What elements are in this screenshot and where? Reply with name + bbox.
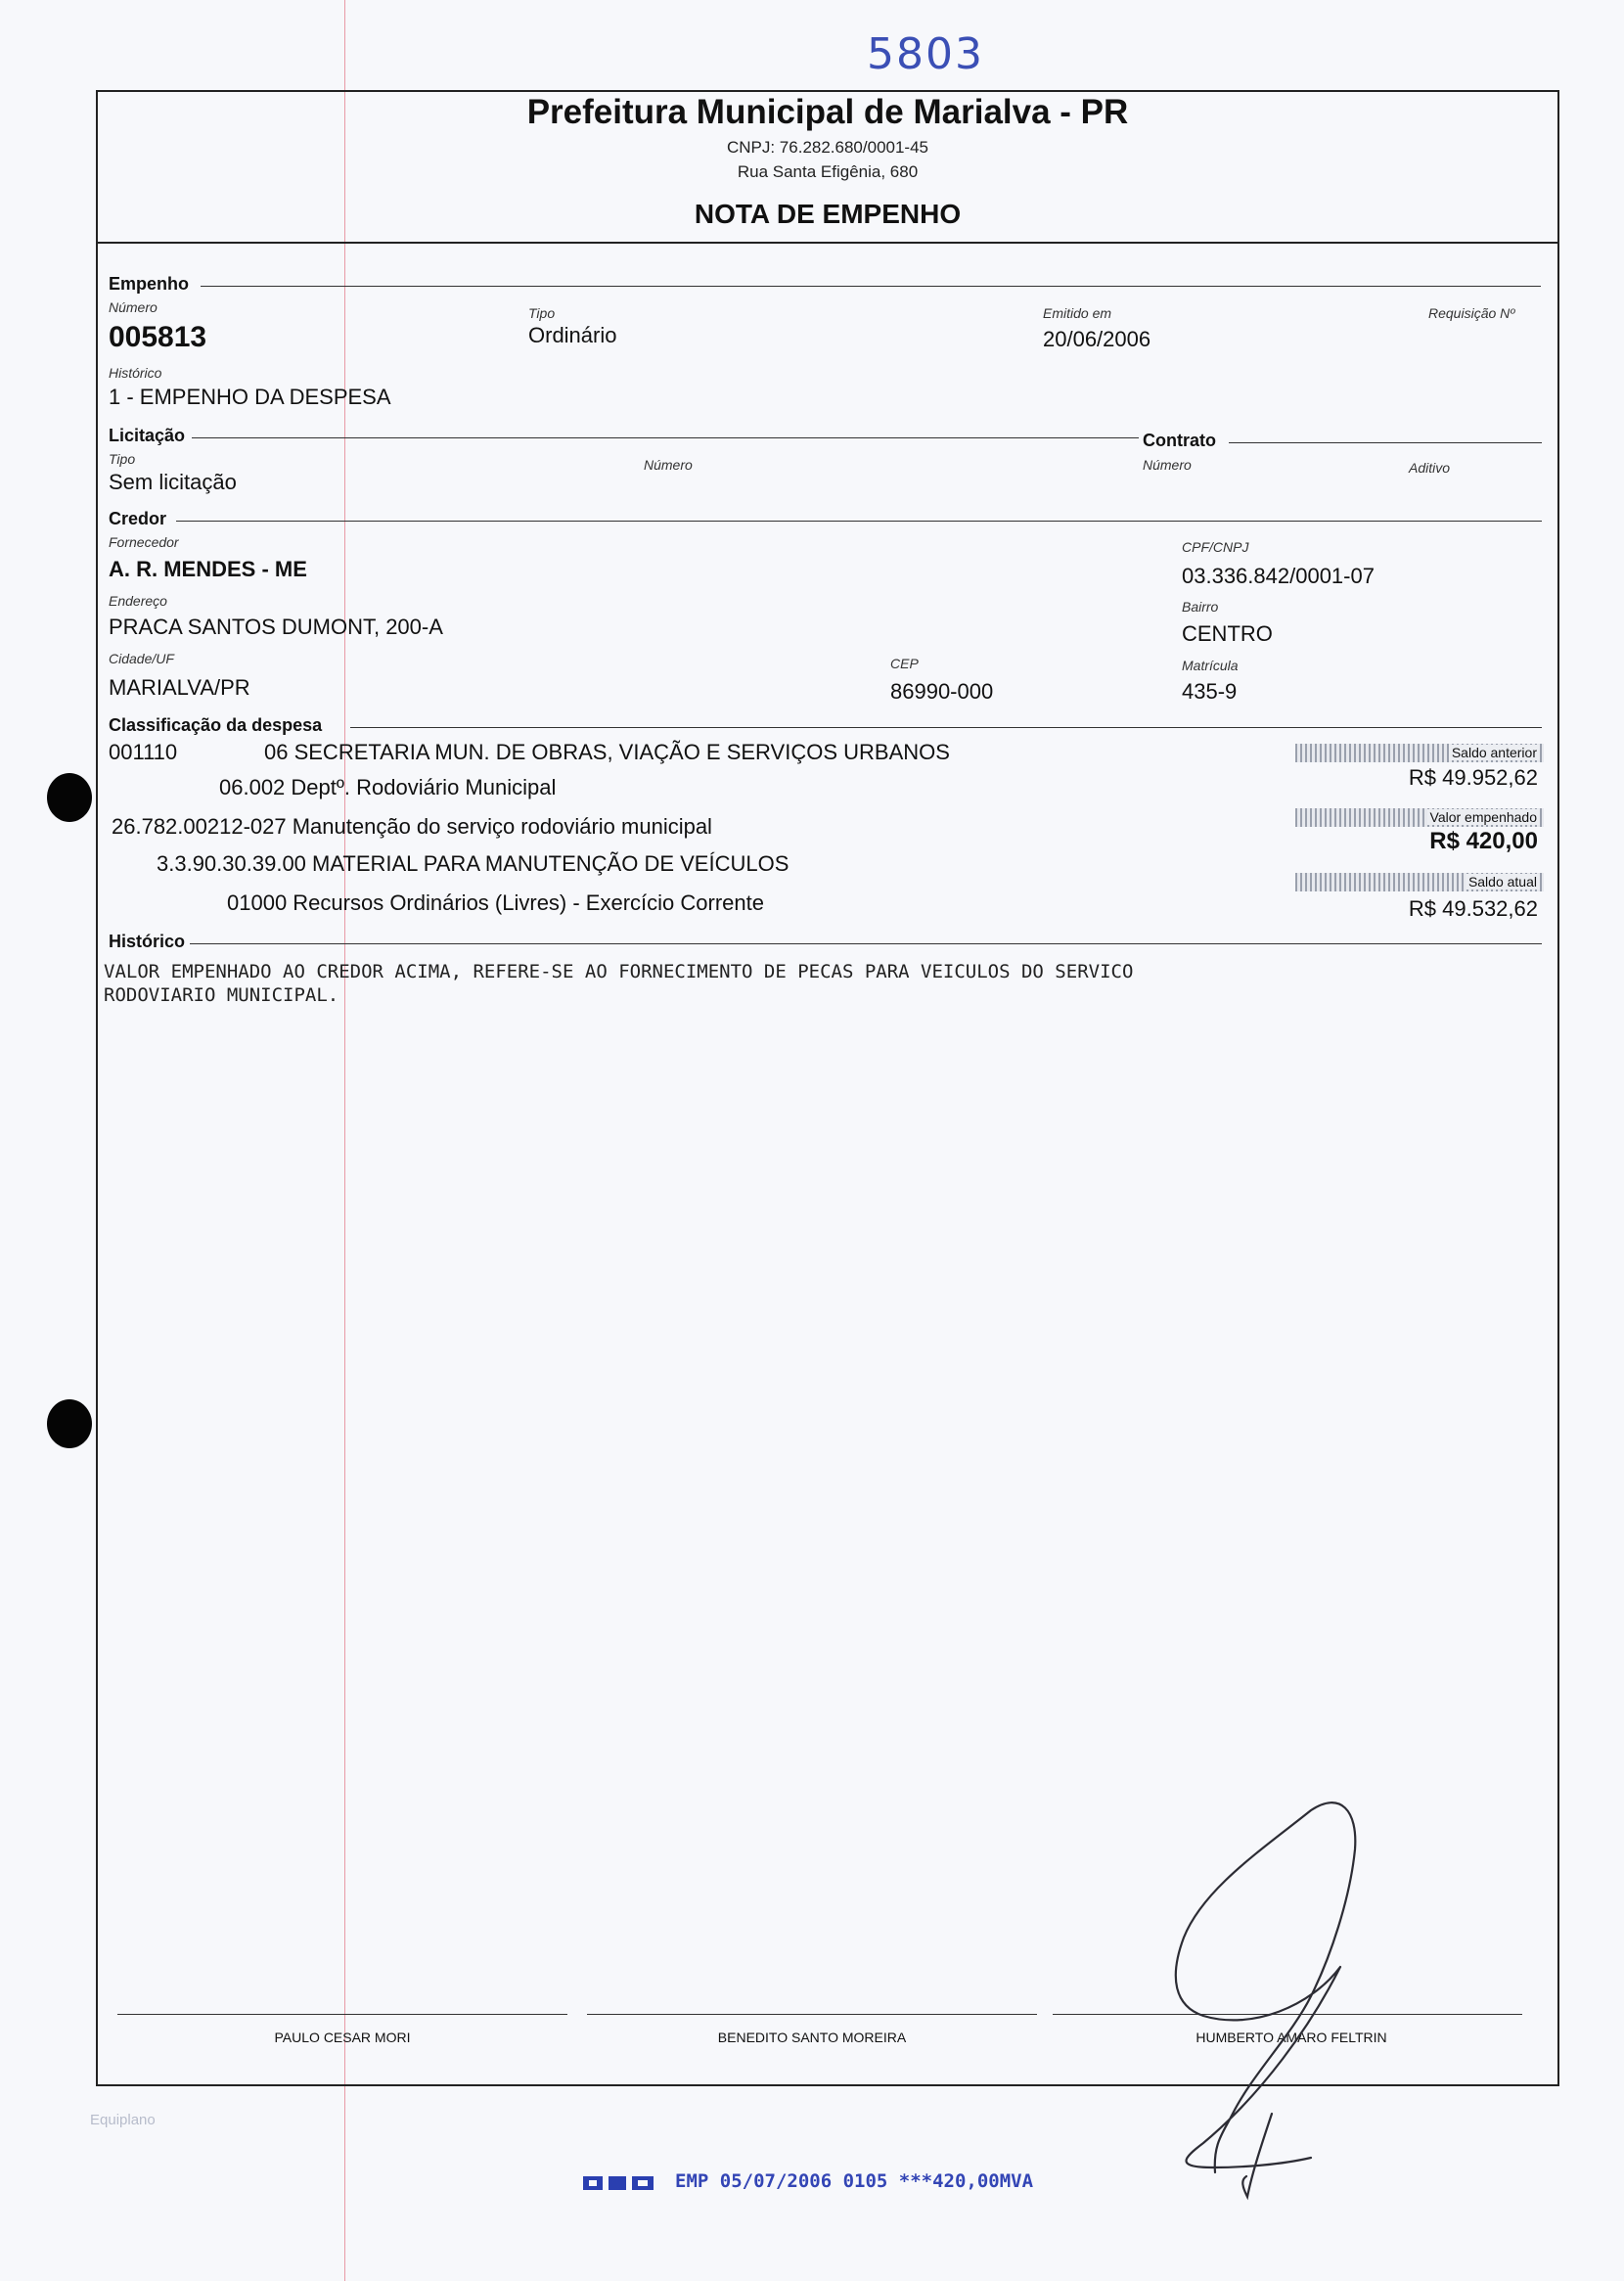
requisicao-label: Requisição Nº bbox=[1428, 305, 1515, 321]
bairro-label: Bairro bbox=[1182, 599, 1219, 615]
emitido-date: 20/06/2006 bbox=[1043, 327, 1151, 351]
saldo-anterior-value: R$ 49.952,62 bbox=[1408, 765, 1538, 790]
section-contrato-label: Contrato bbox=[1143, 431, 1216, 450]
empenho-tipo: Ordinário bbox=[528, 323, 617, 347]
classificacao-line-natureza: 3.3.90.30.39.00 MATERIAL PARA MANUTENÇÃO DE VEÍCULOS bbox=[157, 851, 789, 876]
matricula-label: Matrícula bbox=[1182, 658, 1239, 673]
valor-empenhado-value: R$ 420,00 bbox=[1429, 828, 1538, 854]
classificacao-code: 001110 bbox=[109, 740, 178, 764]
page-title: Prefeitura Municipal de Marialva - PR bbox=[526, 93, 1129, 131]
saldo-atual-badge bbox=[1295, 873, 1544, 891]
empenho-numero-label: Número bbox=[109, 299, 158, 315]
licitacao-tipo: Sem licitação bbox=[109, 470, 237, 494]
empenho-historico-label: Histórico bbox=[109, 365, 162, 381]
valor-empenhado-badge bbox=[1295, 808, 1544, 827]
empenho-historico: 1 - EMPENHO DA DESPESA bbox=[109, 385, 391, 409]
header-cnpj: CNPJ: 76.282.680/0001-45 bbox=[726, 138, 929, 157]
section-historico-label: Histórico bbox=[109, 932, 186, 951]
emitido-label: Emitido em bbox=[1043, 305, 1112, 321]
section-licitacao-rule bbox=[192, 437, 1139, 438]
section-empenho-label: Empenho bbox=[109, 274, 190, 294]
valor-empenhado-label: Valor empenhado bbox=[1427, 809, 1540, 825]
handwritten-page-number: 5803 bbox=[867, 29, 984, 79]
handwritten-signature bbox=[1145, 1781, 1399, 2202]
header-divider bbox=[96, 242, 1559, 244]
historico-line-1: VALOR EMPENHADO AO CREDOR ACIMA, REFERE-SE AO FORNECIMENTO DE PECAS PARA VEICULOS DO SERVICO bbox=[104, 961, 1134, 982]
section-contrato-rule bbox=[1229, 442, 1542, 443]
cep-value: 86990-000 bbox=[890, 679, 994, 704]
section-historico-rule bbox=[190, 943, 1542, 944]
signature-name-3: HUMBERTO AMARO FELTRIN bbox=[1195, 2030, 1387, 2045]
section-empenho-rule bbox=[201, 286, 1541, 287]
cep-label: CEP bbox=[890, 656, 919, 671]
stamp-logo bbox=[581, 2172, 659, 2194]
classificacao-line-unidade: 06.002 Deptº. Rodoviário Municipal bbox=[219, 775, 557, 799]
section-credor-rule bbox=[176, 521, 1542, 522]
saldo-anterior-badge bbox=[1295, 744, 1544, 762]
section-classificacao-label: Classificação da despesa bbox=[109, 715, 323, 735]
cpf-cnpj-value: 03.336.842/0001-07 bbox=[1182, 564, 1375, 588]
header-address: Rua Santa Efigênia, 680 bbox=[737, 162, 919, 181]
software-watermark: Equiplano bbox=[90, 2112, 156, 2128]
fornecedor-label: Fornecedor bbox=[109, 534, 179, 550]
section-credor-label: Credor bbox=[109, 509, 167, 528]
contrato-aditivo-label: Aditivo bbox=[1409, 460, 1451, 476]
punch-hole-top bbox=[47, 773, 92, 822]
endereco-value: PRACA SANTOS DUMONT, 200-A bbox=[109, 615, 443, 639]
historico-line-2: RODOVIARIO MUNICIPAL. bbox=[104, 984, 339, 1006]
cidade-label: Cidade/UF bbox=[109, 651, 174, 666]
bairro-value: CENTRO bbox=[1182, 621, 1273, 646]
signature-line-1 bbox=[117, 2014, 567, 2015]
licitacao-tipo-label: Tipo bbox=[109, 451, 136, 467]
empenho-numero: 005813 bbox=[109, 321, 207, 353]
section-classificacao-rule bbox=[350, 727, 1542, 728]
classificacao-line-orgao: 06 SECRETARIA MUN. DE OBRAS, VIAÇÃO E SERVIÇOS URBANOS bbox=[264, 740, 950, 764]
contrato-numero-label: Número bbox=[1143, 457, 1192, 473]
fornecedor-name: A. R. MENDES - ME bbox=[109, 557, 307, 581]
cpf-cnpj-label: CPF/CNPJ bbox=[1182, 539, 1249, 555]
saldo-atual-label: Saldo atual bbox=[1466, 874, 1540, 890]
saldo-anterior-label: Saldo anterior bbox=[1449, 745, 1540, 760]
empenho-tipo-label: Tipo bbox=[528, 305, 556, 321]
classificacao-line-funcional: 26.782.00212-027 Manutenção do serviço rodoviário municipal bbox=[112, 814, 712, 839]
classificacao-line-recurso: 01000 Recursos Ordinários (Livres) - Exercício Corrente bbox=[227, 890, 764, 915]
section-licitacao-label: Licitação bbox=[109, 426, 186, 445]
document-title: NOTA DE EMPENHO bbox=[694, 199, 962, 229]
endereco-label: Endereço bbox=[109, 593, 167, 609]
licitacao-numero-label: Número bbox=[644, 457, 693, 473]
cidade-value: MARIALVA/PR bbox=[109, 675, 250, 700]
signature-name-2: BENEDITO SANTO MOREIRA bbox=[717, 2030, 907, 2045]
signature-name-1: PAULO CESAR MORI bbox=[274, 2030, 411, 2045]
punch-hole-bottom bbox=[47, 1399, 92, 1448]
matricula-value: 435-9 bbox=[1182, 679, 1238, 704]
saldo-atual-value: R$ 49.532,62 bbox=[1408, 896, 1538, 921]
authentication-stamp: EMP 05/07/2006 0105 ***420,00MVA bbox=[675, 2170, 1034, 2192]
signature-line-2 bbox=[587, 2014, 1037, 2015]
